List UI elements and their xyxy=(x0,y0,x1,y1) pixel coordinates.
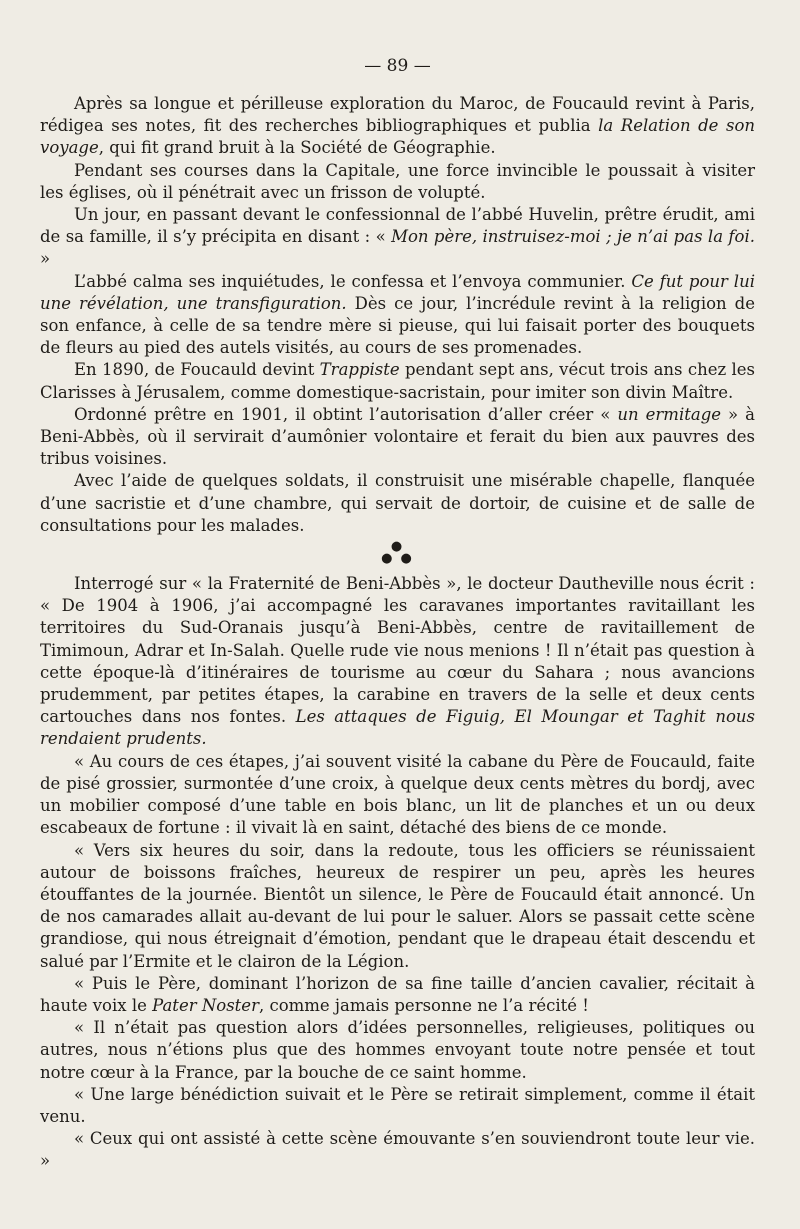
paragraph-text: « Une large bénédiction suivait et le Père se retirait simplement, comme il était venu. xyxy=(40,1084,755,1126)
paragraph-text: L’abbé calma ses inquiétudes, le confessa et l’envoya communier. xyxy=(74,271,632,291)
section-foucauld-biography xyxy=(40,93,755,537)
paragraph xyxy=(40,1017,755,1084)
paragraph xyxy=(40,1128,755,1172)
paragraph-text: « Puis le Père, dominant l’horizon de sa fine taille d’ancien cavalier, récitait à haute voix le xyxy=(40,973,755,1015)
italic-text: Trappiste xyxy=(319,360,400,380)
paragraph-text: Dès ce jour, l’incrédule revint à la religion de son enfance, à celle de sa tendre mère si pieuse, qui lui faisait porter des bouquets de fleurs au pied des autels visités, au cours de ses promenades. xyxy=(40,293,756,358)
ornament-top-dot: ● xyxy=(390,539,405,555)
paragraph xyxy=(40,840,755,973)
paragraph-text: , comme jamais personne ne l’a récité ! xyxy=(258,995,589,1015)
paragraph-text: » xyxy=(40,249,51,269)
italic-text: Pater Noster xyxy=(152,995,259,1015)
paragraph-text: Un jour, en passant devant le confessionnal de l’abbé Huvelin, prêtre érudit, ami de sa famille, il s’y précipita en disant : « xyxy=(40,205,755,247)
italic-text: Les attaques de Figuig, El Moungar et Taghit nous rendaient prudents. xyxy=(40,707,755,749)
paragraph-text: « Vers six heures du soir, dans la redoute, tous les officiers se réunissaient autour de boissons fraîches, heureux de respirer un peu, après les heures étouffantes de la journée. Bientôt un silence, le Père de Foucauld était annoncé. Un de nos camarades allait au-devant de lui pour le saluer. Alors se passait cette scène grandiose, qui nous étreignait d’émotion, pendant que le drapeau était descendu et salué par l’Ermite et le clairon de la Légion. xyxy=(40,840,755,971)
paragraph-text: Interrogé sur « la Fraternité de Beni-Abbès », le docteur Dautheville nous écrit : « De 1904 à 1906, j’ai accompagné les caravanes importantes ravitaillant les territoires du Sud-Oranais jusqu’à Beni-Abbès, centre de ravitaillement de Timimoun, Adrar et In-Salah. Quelle rude vie nous menions ! Il n’était pas question à cette époque-là d’itinéraires de tourisme au cœur du Sahara ; nous avancions prudemment, par petites étapes, la carabine en travers de la selle et deux cents cartouches dans nos fontes. xyxy=(40,574,755,727)
paragraph xyxy=(40,573,755,751)
section-dautheville-testimony xyxy=(40,573,755,1172)
paragraph-text: Après sa longue et périlleuse exploration du Maroc, de Foucauld revint à Paris, rédigea ses notes, fit des recherches bibliographiques et publia xyxy=(40,94,755,136)
paragraph xyxy=(40,204,755,271)
paragraph-text: Ordonné prêtre en 1901, il obtint l’autorisation d’aller créer « xyxy=(74,404,618,424)
paragraph-text: « Au cours de ces étapes, j’ai souvent visité la cabane du Père de Foucauld, faite de pisé grossier, surmontée d’une croix, à quelque deux cents mètres du bordj, avec un mobilier composé d’une table en bois blanc, un lit de planches et un ou deux escabeaux de fortune : il vivait là en saint, détaché des biens de ce monde. xyxy=(40,751,755,838)
paragraph-text: Pendant ses courses dans la Capitale, une force invincible le poussait à visiter les églises, où il pénétrait avec un frisson de volupté. xyxy=(40,160,755,202)
paragraph-text: Avec l’aide de quelques soldats, il construisit une misérable chapelle, flanquée d’une sacristie et d’une chambre, qui servait de dortoir, de cuisine et de salle de consultations pour les malades. xyxy=(40,471,755,535)
italic-text: un ermitage xyxy=(617,404,722,424)
paragraph xyxy=(40,751,755,840)
paragraph-text: , qui fit grand bruit à la Société de Géographie. xyxy=(98,138,496,158)
paragraph-text: » à Beni-Abbès, où il servirait d’aumônier volontaire et ferait du bien aux pauvres des tribus voisines. xyxy=(40,404,755,469)
italic-text: Mon père, instruisez-moi ; je n’ai pas la foi. xyxy=(391,227,755,247)
paragraph xyxy=(40,160,755,204)
paragraph xyxy=(40,1084,755,1128)
paragraph-text: pendant sept ans, vécut trois ans chez les Clarisses à Jérusalem, comme domestique-sacristain, pour imiter son divin Maître. xyxy=(40,360,755,402)
italic-text: Ce fut pour lui une révélation, une transfiguration. xyxy=(40,271,755,313)
paragraph xyxy=(40,973,755,1017)
paragraph xyxy=(40,470,755,537)
section-divider-ornament xyxy=(40,541,755,565)
paragraph-text: « Il n’était pas question alors d’idées personnelles, religieuses, politiques ou autres, nous n’étions plus que des hommes envoyant toute notre pensée et tout notre cœur à la France, par la bouche de ce saint homme. xyxy=(40,1018,755,1082)
italic-text: la Relation de son voyage xyxy=(40,116,756,158)
paragraph-text: « Ceux qui ont assisté à cette scène émouvante s’en souviendront toute leur vie. » xyxy=(40,1129,755,1171)
paragraph xyxy=(40,404,755,471)
ornament-bottom-dots: ● ● xyxy=(381,551,414,567)
page-number: — 89 — xyxy=(364,56,431,76)
paragraph xyxy=(40,93,755,160)
paragraph-text: En 1890, de Foucauld devint xyxy=(74,360,320,380)
paragraph xyxy=(40,359,755,403)
main-text xyxy=(40,93,755,1173)
paragraph xyxy=(40,271,755,360)
